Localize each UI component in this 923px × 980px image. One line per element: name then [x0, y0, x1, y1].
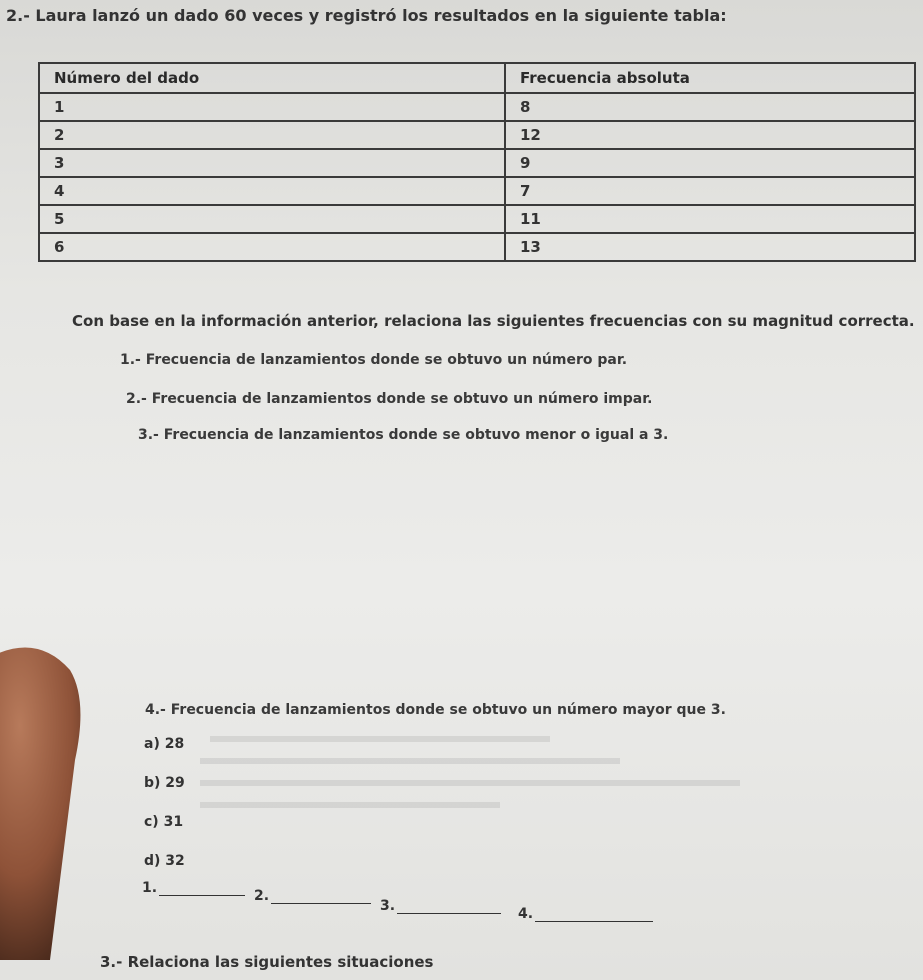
- column-header-die-number: Número del dado: [39, 63, 505, 93]
- frequency-table: [38, 62, 916, 262]
- answer-label-1: 1.: [142, 880, 158, 896]
- table-row: [39, 93, 915, 121]
- die-number-cell: 5: [39, 205, 505, 233]
- option-c: c) 31: [144, 814, 184, 830]
- question-1: 1.- Frecuencia de lanzamientos donde se obtuvo un número par.: [120, 352, 628, 368]
- frequency-cell: 8: [505, 93, 915, 121]
- exercise-heading: 2.- Laura lanzó un dado 60 veces y registró los resultados en la siguiente tabla:: [6, 6, 727, 25]
- frequency-cell: 13: [505, 233, 915, 261]
- table-header-row: [39, 63, 915, 93]
- answer-label-4: 4.: [518, 906, 534, 922]
- next-exercise-heading: 3.- Relaciona las siguientes situaciones: [100, 953, 434, 971]
- option-a: a) 28: [144, 736, 185, 752]
- table-row: [39, 233, 915, 261]
- answer-blank-4[interactable]: [518, 906, 653, 922]
- frequency-cell: 12: [505, 121, 915, 149]
- die-number-cell: 1: [39, 93, 505, 121]
- question-2: 2.- Frecuencia de lanzamientos donde se obtuvo un número impar.: [126, 391, 653, 407]
- column-header-frequency: Frecuencia absoluta: [505, 63, 915, 93]
- table-row: [39, 177, 915, 205]
- blank-line: [535, 907, 653, 922]
- table-row: [39, 121, 915, 149]
- answer-blank-3[interactable]: [380, 898, 501, 914]
- blank-line: [397, 899, 501, 914]
- table-row: [39, 205, 915, 233]
- option-d: d) 32: [144, 853, 185, 869]
- instruction-text: Con base en la información anterior, relaciona las siguientes frecuencias con su magnitud correcta.: [72, 312, 915, 330]
- answer-blank-1[interactable]: [142, 880, 245, 896]
- answer-label-2: 2.: [254, 888, 270, 904]
- frequency-cell: 9: [505, 149, 915, 177]
- die-number-cell: 4: [39, 177, 505, 205]
- frequency-cell: 7: [505, 177, 915, 205]
- answer-label-3: 3.: [380, 898, 396, 914]
- question-3: 3.- Frecuencia de lanzamientos donde se obtuvo menor o igual a 3.: [138, 427, 669, 443]
- show-through-texture: [200, 728, 760, 848]
- blank-line: [159, 881, 245, 896]
- table-row: [39, 149, 915, 177]
- die-number-cell: 2: [39, 121, 505, 149]
- answer-options: [144, 732, 185, 888]
- question-4: 4.- Frecuencia de lanzamientos donde se obtuvo un número mayor que 3.: [145, 702, 726, 718]
- die-number-cell: 6: [39, 233, 505, 261]
- answer-blank-2[interactable]: [254, 888, 371, 904]
- frequency-cell: 11: [505, 205, 915, 233]
- blank-line: [271, 889, 371, 904]
- option-b: b) 29: [144, 775, 185, 791]
- thumb-shape: [0, 630, 90, 960]
- die-number-cell: 3: [39, 149, 505, 177]
